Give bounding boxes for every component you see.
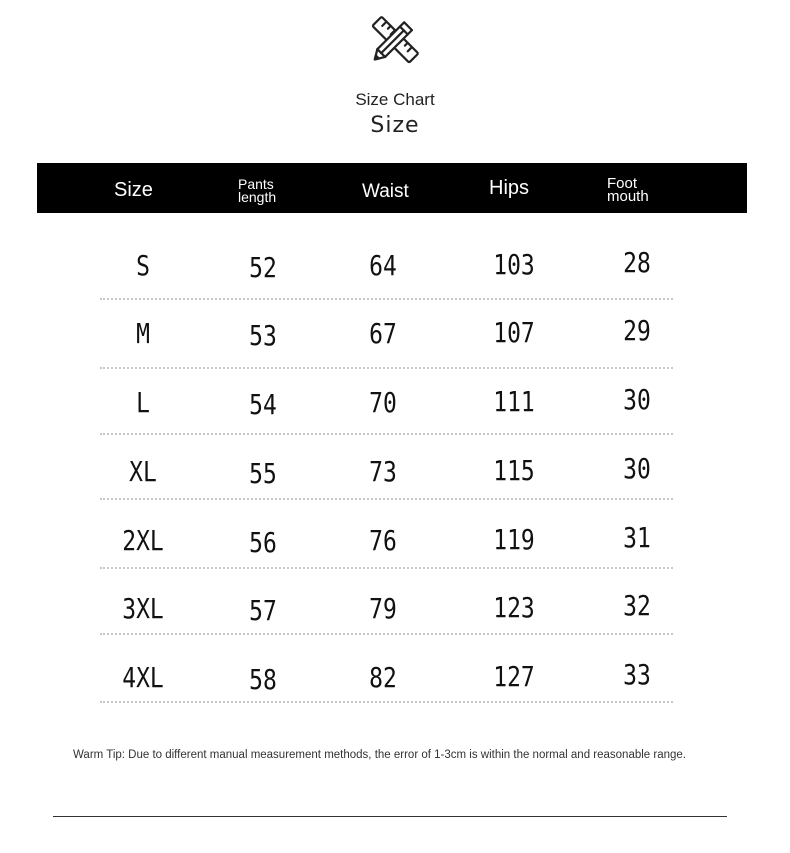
cell-size: XL [129, 455, 157, 488]
cell-foot-mouth: 28 [623, 246, 651, 279]
cell-waist: 79 [369, 592, 397, 625]
cell-size: M [136, 317, 150, 350]
cell-pants-length: 56 [249, 526, 277, 559]
header-foot-mouth-line2: mouth [607, 188, 649, 205]
cell-hips: 115 [493, 454, 535, 487]
header-pants-length-line1: Pants [238, 176, 274, 192]
header-waist: Waist [362, 181, 409, 202]
pencil-ruler-icon [364, 10, 426, 70]
cell-hips: 123 [493, 591, 535, 624]
cell-size: S [136, 249, 150, 282]
row-divider [100, 367, 673, 369]
cell-waist: 64 [369, 249, 397, 282]
row-divider [100, 701, 673, 703]
cell-hips: 119 [493, 523, 535, 556]
cell-waist: 67 [369, 317, 397, 350]
header-foot-mouth-line1: Foot [607, 175, 638, 192]
header-size: Size [114, 179, 153, 201]
cell-foot-mouth: 33 [623, 658, 651, 691]
header-hips: Hips [489, 177, 530, 199]
cell-waist: 76 [369, 524, 397, 557]
cell-foot-mouth: 30 [623, 383, 651, 416]
cell-foot-mouth: 31 [623, 521, 651, 554]
cell-pants-length: 52 [249, 251, 277, 284]
cell-foot-mouth: 29 [623, 314, 651, 347]
cell-waist: 73 [369, 455, 397, 488]
cell-foot-mouth: 32 [623, 589, 651, 622]
cell-pants-length: 53 [249, 319, 277, 352]
row-divider [100, 433, 673, 435]
page-title: Size Chart [355, 90, 435, 109]
cell-pants-length: 54 [249, 388, 277, 421]
page-subtitle: Size [370, 113, 420, 138]
header-foot-mouth [607, 177, 649, 203]
row-divider [100, 633, 673, 635]
cell-pants-length: 57 [249, 594, 277, 627]
cell-pants-length: 55 [249, 457, 277, 490]
cell-hips: 111 [493, 385, 535, 418]
cell-size: 3XL [122, 592, 164, 625]
cell-size: 4XL [122, 661, 164, 694]
row-divider [100, 498, 673, 500]
cell-hips: 127 [493, 660, 535, 693]
cell-waist: 70 [369, 386, 397, 419]
row-divider [100, 567, 673, 569]
cell-foot-mouth: 30 [623, 452, 651, 485]
cell-waist: 82 [369, 661, 397, 694]
cell-size: 2XL [122, 524, 164, 557]
table-header [37, 163, 747, 213]
cell-pants-length: 58 [249, 663, 277, 696]
cell-hips: 107 [493, 316, 535, 349]
row-divider [100, 298, 673, 300]
header-pants-length [238, 178, 276, 204]
warm-tip: Warm Tip: Due to different manual measurement methods, the error of 1-3cm is within the normal and reasonable range. [73, 749, 686, 761]
cell-hips: 103 [493, 248, 535, 281]
bottom-divider [53, 816, 727, 817]
header-pants-length-line2: length [238, 189, 277, 205]
cell-size: L [136, 386, 150, 419]
